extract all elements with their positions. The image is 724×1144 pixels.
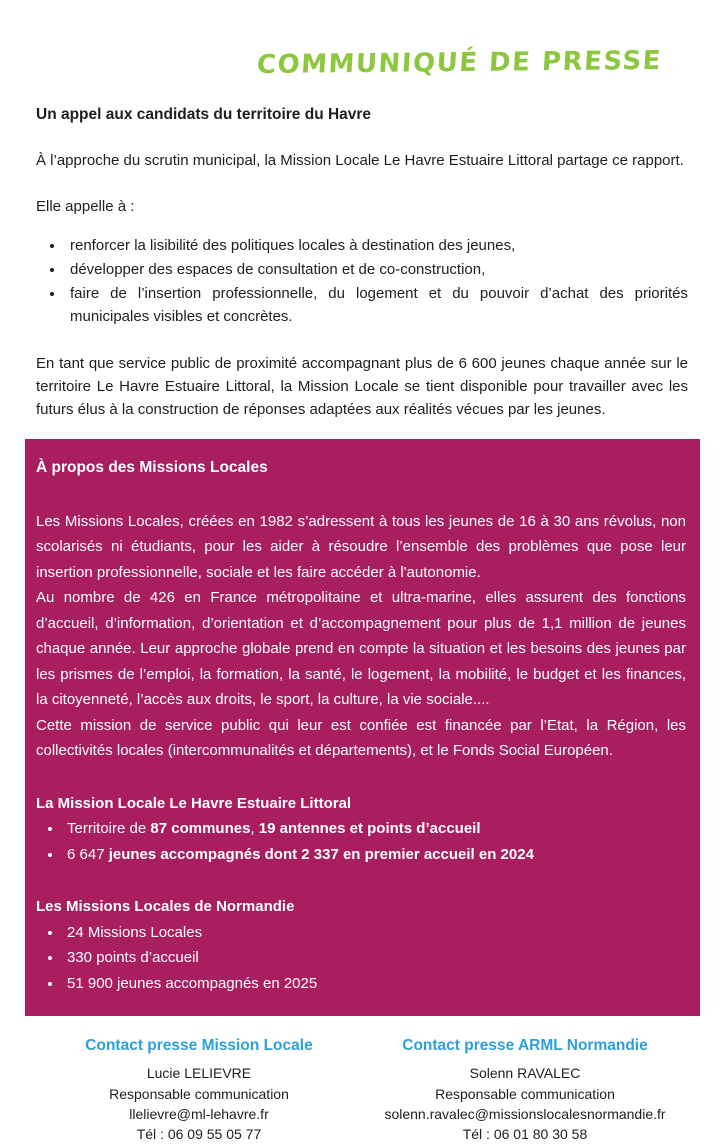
list-item: [63, 816, 686, 842]
service-paragraph: En tant que service public de proximité accompagnant plus de 6 600 jeunes chaque année sur le territoire Le Havre Estuaire Littoral, la Mission Locale se tient disponible pour travailler avec les futurs élus à la construction de réponses adaptées aux réalités vécues par les jeunes.: [36, 354, 688, 419]
contact-heading: Contact presse Mission Locale: [85, 1037, 313, 1055]
stat-text: ,: [250, 820, 259, 838]
about-box-title: À propos des Missions Locales: [36, 459, 268, 477]
contact-role: Responsable communication: [435, 1085, 615, 1102]
appeal-lead-in: Elle appelle à :: [36, 198, 135, 216]
stat-bold: 19 antennes et points d’accueil: [258, 820, 481, 838]
contact-mission-locale: [36, 1035, 362, 1144]
press-release-banner: COMMUNIQUÉ DE PRESSE: [256, 45, 664, 81]
contact-arml-normandie: [362, 1035, 688, 1144]
about-paragraph-1: Les Missions Locales, créées en 1982 s’adressent à tous les jeunes de 16 à 30 ans révolus, non scolarisés ni étudiants, pour les aider à résoudre l’ensemble des problèmes que pose leur insertion professionnelle, sociale et les faire accéder à l'autonomie.: [36, 512, 686, 581]
list-item: • 51 900 jeunes accompagnés en 2025: [63, 971, 686, 997]
stat-text: Territoire de: [67, 820, 151, 838]
press-contacts: [36, 1035, 688, 1144]
intro-paragraph: À l’approche du scrutin municipal, la Mission Locale Le Havre Estuaire Littoral partage ce rapport.: [36, 152, 684, 170]
list-item: [63, 842, 686, 868]
contact-email: solenn.ravalec@missionslocalesnormandie.fr: [384, 1105, 666, 1122]
normandie-subheading: Les Missions Locales de Normandie: [36, 898, 295, 916]
list-item: • développer des espaces de consultation et de co-construction,: [65, 258, 688, 281]
document-title: Un appel aux candidats du territoire du Havre: [36, 106, 372, 123]
about-paragraph-3: Cette mission de service public qui leur est confiée est financée par l’Etat, la Région, les collectivités locales (intercommunalités et départements), et le Fonds Social Européen.: [36, 716, 686, 760]
about-paragraph-2: Au nombre de 426 en France métropolitaine et ultra-marine, elles assurent des fonctions d’accueil, d’information, d’orientation et d’accompagnement pour plus de 1,1 million de jeunes chaque année. Leur approche globale prend en compte la situation et les besoins des jeunes par les prismes de l’emploi, la formation, la santé, le logement, la mobilité, le budget et les finances, la citoyenneté, l’accès aux droits, le sport, la culture, la vie sociale....: [36, 589, 686, 709]
contact-heading: Contact presse ARML Normandie: [402, 1037, 648, 1055]
contact-phone: Tél : 06 01 80 30 58: [462, 1125, 588, 1142]
contact-email: llelievre@ml-lehavre.fr: [129, 1105, 269, 1122]
contact-role: Responsable communication: [109, 1085, 289, 1102]
mission-locale-stats-list: [36, 816, 686, 867]
appeal-list: [36, 234, 688, 329]
stat-bold: jeunes accompagnés dont 2 337 en premier accueil en 2024: [108, 845, 534, 863]
about-missions-locales-box: [25, 439, 700, 1016]
stat-bold: 87 communes: [150, 820, 251, 838]
contact-phone: Tél : 06 09 55 05 77: [136, 1125, 262, 1142]
banner-row: [0, 0, 724, 81]
normandie-stats-list: [36, 920, 686, 997]
document-body: [36, 103, 688, 421]
stat-text: 6 647: [67, 845, 109, 863]
mission-locale-subheading: La Mission Locale Le Havre Estuaire Littoral: [36, 794, 352, 812]
list-item: • 24 Missions Locales: [63, 920, 686, 946]
contact-name: Lucie LELIEVRE: [146, 1065, 252, 1082]
list-item: • renforcer la lisibilité des politiques locales à destination des jeunes,: [65, 234, 688, 257]
contact-name: Solenn RAVALEC: [469, 1065, 581, 1082]
list-item: • 330 points d’accueil: [63, 945, 686, 971]
list-item: • faire de l’insertion professionnelle, du logement et du pouvoir d’achat des priorités municipales visibles et concrètes.: [65, 282, 688, 329]
